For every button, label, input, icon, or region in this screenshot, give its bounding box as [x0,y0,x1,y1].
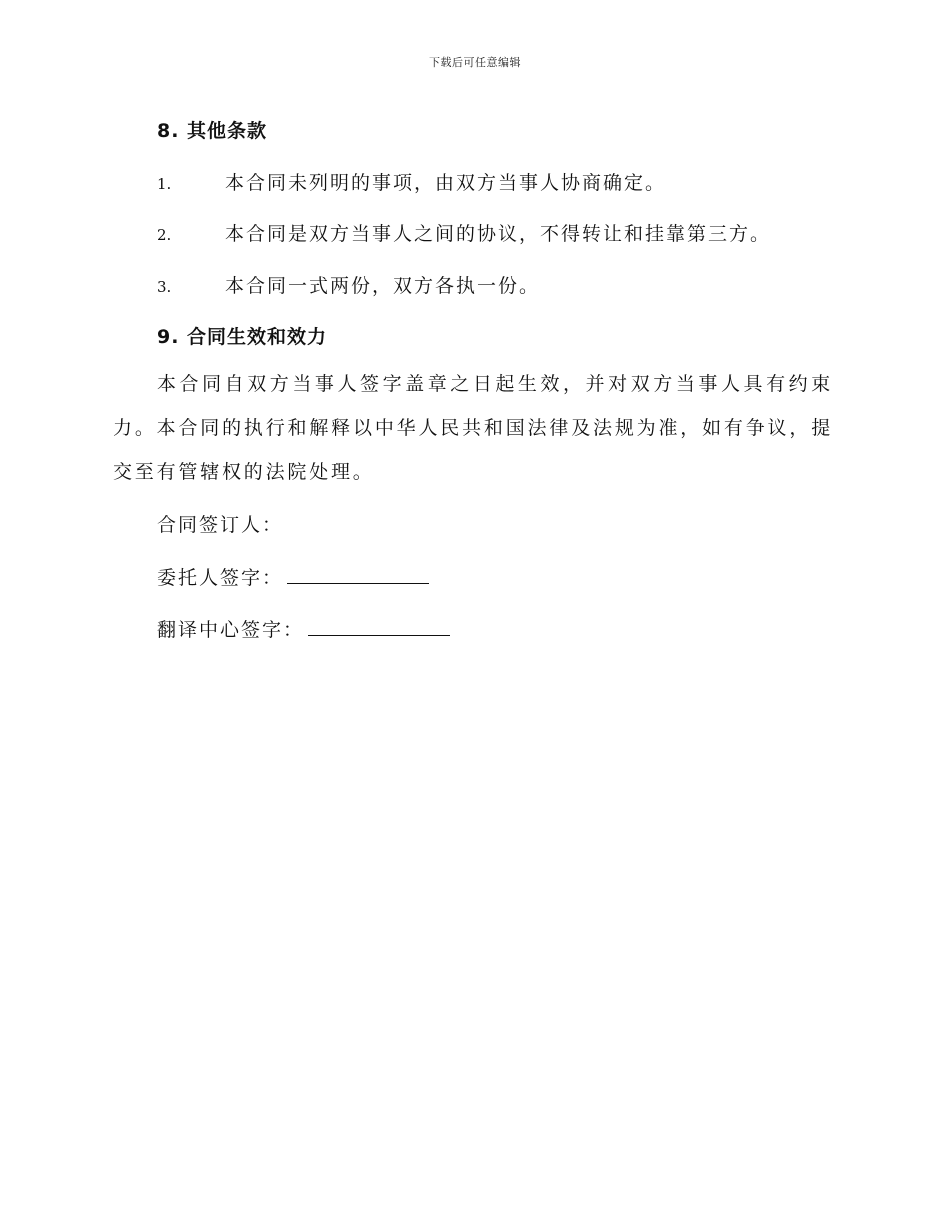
list-item-number: 1. [157,175,172,193]
list-item-text: 本合同是双方当事人之间的协议，不得转让和挂靠第三方。 [225,223,772,245]
section-9-heading: 9. 合同生效和效力 [157,326,328,348]
header-note: 下载后可任意编辑 [429,56,521,69]
list-item [157,168,666,195]
list-item-text: 本合同一式两份，双方各执一份。 [225,275,541,297]
client-signature-row [157,563,429,590]
list-item-number: 3. [157,278,172,296]
signatory-label: 合同签订人： [157,514,284,536]
list-item [157,271,540,298]
translation-center-signature-row [157,615,450,642]
translation-center-signature-label: 翻译中心签字： [157,619,305,641]
list-item [157,219,771,246]
list-item-number: 2. [157,226,172,244]
client-signature-blank[interactable] [287,565,429,584]
translation-center-signature-blank[interactable] [308,617,450,636]
list-item-text: 本合同未列明的事项，由双方当事人协商确定。 [225,172,667,194]
section-9-paragraph: 本合同自双方当事人签字盖章之日起生效，并对双方当事人具有约束力。本合同的执行和解释以中华人民共和国法律及法规为准，如有争议，提交至有管辖权的法院处理。 [113,373,833,483]
client-signature-label: 委托人签字： [157,567,284,589]
section-8-heading: 8. 其他条款 [157,120,268,142]
